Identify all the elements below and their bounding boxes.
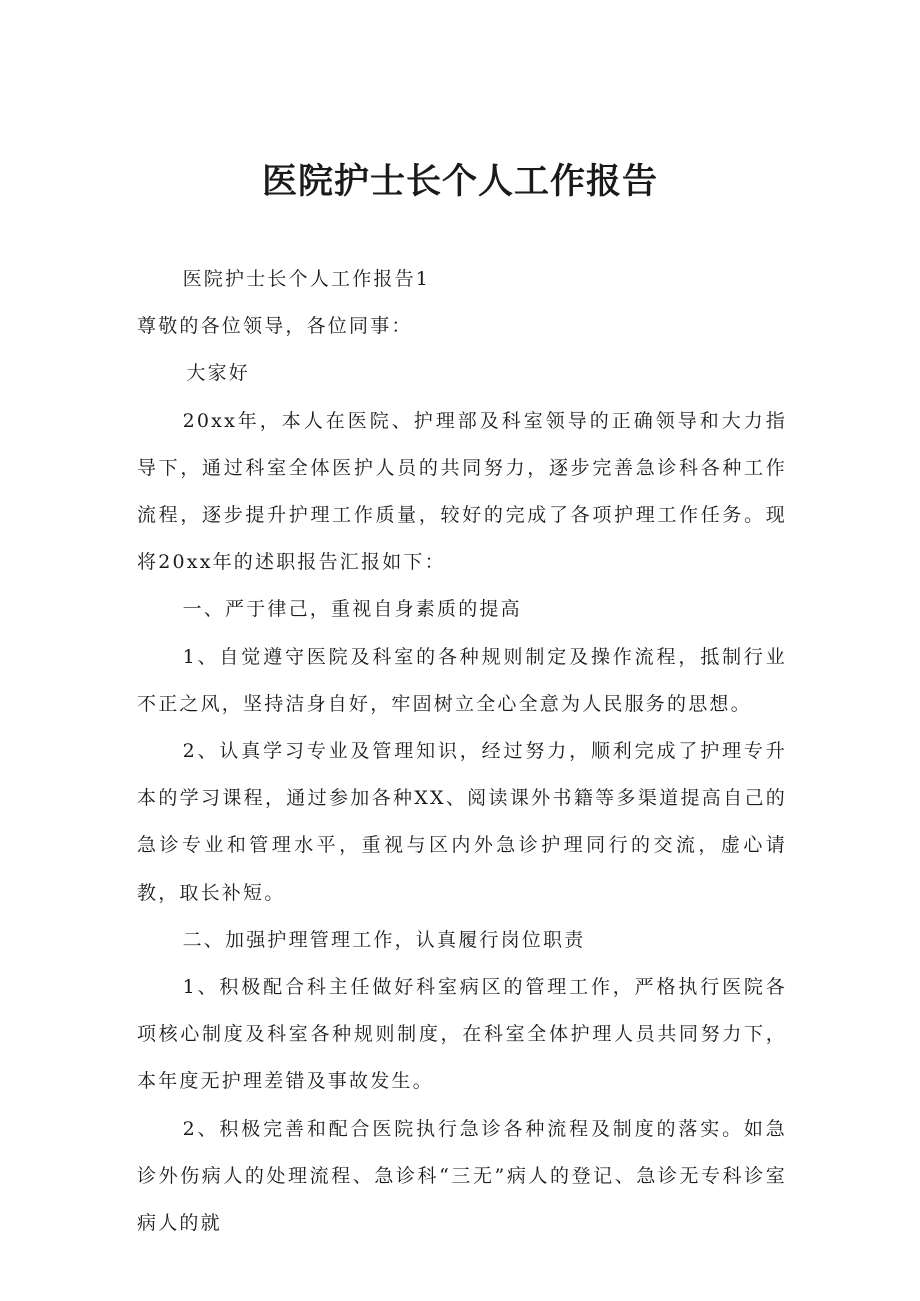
document-body [137, 256, 787, 1247]
body-paragraph: 1、自觉遵守医院及科室的各种规则制定及操作流程，抵制行业不正之风，坚持洁身自好，牢固树立全心全意为人民服务的思想。 [137, 645, 787, 715]
document-title: 医院护士长个人工作报告 [261, 162, 658, 202]
body-paragraph: 1、积极配合科主任做好科室病区的管理工作，严格执行医院各项核心制度及科室各种规则制度，在科室全体护理人员共同努力下，本年度无护理差错及事故发生。 [137, 976, 787, 1093]
section-heading: 二、加强护理管理工作，认真履行岗位职责 [182, 928, 586, 951]
body-paragraph: 2、认真学习专业及管理知识，经过努力，顺利完成了护理专升本的学习课程，通过参加各种XX、阅读课外书籍等多渠道提高自己的急诊专业和管理水平，重视与区内外急诊护理同行的交流，虚心请教，取长补短。 [137, 740, 787, 904]
body-paragraph: 2、积极完善和配合医院执行急诊各种流程及制度的落实。如急诊外伤病人的处理流程、急诊科“三无”病人的登记、急诊无专科诊室病人的就 [137, 1117, 787, 1235]
section-heading-report-1: 医院护士长个人工作报告1 [182, 268, 431, 290]
salutation: 尊敬的各位领导，各位同事： [137, 315, 413, 338]
greeting: 大家好 [186, 362, 250, 385]
body-paragraph: 20xx年，本人在医院、护理部及科室领导的正确领导和大力指导下，通过科室全体医护人员的共同努力，逐步完善急诊科各种工作流程，逐步提升护理工作质量，较好的完成了各项护理工作任务。现将20xx年的述职报告汇报如下： [137, 409, 787, 574]
section-heading: 一、严于律己，重视自身素质的提高 [182, 598, 522, 621]
